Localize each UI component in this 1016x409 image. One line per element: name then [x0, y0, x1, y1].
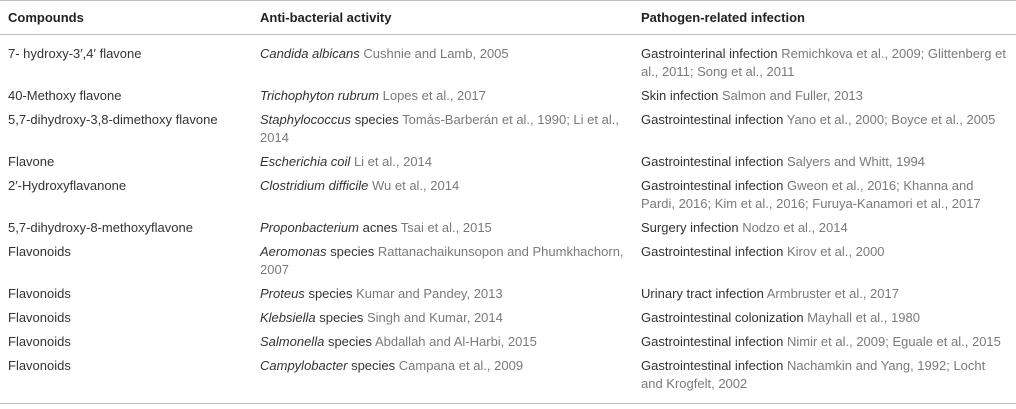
organism-name: Aeromonas: [260, 244, 327, 259]
table-row: [0, 283, 1016, 307]
table-body: [0, 35, 1016, 404]
compound-name: Flavonoids: [8, 334, 71, 349]
compound-name: 40-Methoxy flavone: [8, 88, 122, 103]
organism-suffix: species: [354, 112, 399, 127]
organism-reference: Abdallah and Al-Harbi, 2015: [374, 334, 537, 349]
antibacterial-cell: [252, 283, 633, 307]
infection-reference: Remichkova et al., 2009; Glittenberg et al., 2011; Song et al., 2011: [641, 46, 1006, 79]
antibacterial-cell: [252, 85, 633, 109]
infection-cell: [633, 151, 1016, 175]
table-row: [0, 355, 1016, 404]
infection-name: Gastrointerinal infection: [641, 46, 778, 61]
organism-reference: Wu et al., 2014: [372, 178, 460, 193]
infection-cell: [633, 355, 1016, 404]
organism-reference: Campana et al., 2009: [398, 358, 524, 373]
compound-name: Flavonoids: [8, 358, 71, 373]
antibacterial-cell: [252, 241, 633, 283]
infection-cell: [633, 217, 1016, 241]
compound-name: 2′-Hydroxyflavanone: [8, 178, 127, 193]
header-row: [0, 1, 1016, 35]
table-row: [0, 241, 1016, 283]
header-compounds: Compounds: [0, 1, 252, 35]
compound-cell: [0, 109, 252, 151]
organism-reference: Singh and Kumar, 2014: [366, 310, 503, 325]
compound-cell: [0, 35, 252, 86]
infection-name: Gastrointestinal colonization: [641, 310, 804, 325]
table-row: [0, 175, 1016, 217]
compound-name: Flavonoids: [8, 286, 71, 301]
antibacterial-cell: [252, 217, 633, 241]
antibacterial-cell: [252, 109, 633, 151]
compound-cell: [0, 175, 252, 217]
infection-reference: Salyers and Whitt, 1994: [786, 154, 926, 169]
infection-name: Gastrointestinal infection: [641, 178, 784, 193]
table-header: [0, 1, 1016, 35]
organism-name: Staphylococcus: [260, 112, 352, 127]
infection-reference: Yano et al., 2000; Boyce et al., 2005: [786, 112, 996, 127]
compound-name: Flavone: [8, 154, 55, 169]
infection-cell: [633, 85, 1016, 109]
compound-cell: [0, 85, 252, 109]
infection-cell: [633, 307, 1016, 331]
infection-reference: Nodzo et al., 2014: [742, 220, 848, 235]
organism-name: Trichophyton rubrum: [260, 88, 379, 103]
organism-reference: Tomás-Barberán et al., 1990; Li et al., 2014: [260, 112, 619, 145]
antibacterial-cell: [252, 35, 633, 86]
organism-reference: Kumar and Pandey, 2013: [356, 286, 503, 301]
infection-cell: [633, 175, 1016, 217]
compound-cell: [0, 331, 252, 355]
infection-reference: Kirov et al., 2000: [786, 244, 885, 259]
antibacterial-cell: [252, 175, 633, 217]
infection-name: Gastrointestinal infection: [641, 334, 784, 349]
table-row: [0, 35, 1016, 86]
infection-cell: [633, 35, 1016, 86]
infection-reference: Nimir et al., 2009; Eguale et al., 2015: [786, 334, 1001, 349]
organism-reference: Cushnie and Lamb, 2005: [363, 46, 509, 61]
organism-name: Proponbacterium: [260, 220, 359, 235]
infection-name: Gastrointestinal infection: [641, 112, 784, 127]
infection-name: Gastrointestinal infection: [641, 358, 784, 373]
organism-suffix: species: [319, 310, 364, 325]
organism-suffix: species: [308, 286, 353, 301]
table-row: [0, 85, 1016, 109]
compound-name: 7- hydroxy-3′,4′ flavone: [8, 46, 142, 61]
infection-cell: [633, 331, 1016, 355]
organism-name: Escherichia coil: [260, 154, 351, 169]
table-row: [0, 307, 1016, 331]
table-row: [0, 151, 1016, 175]
compound-name: Flavonoids: [8, 310, 71, 325]
infection-name: Surgery infection: [641, 220, 739, 235]
organism-reference: Li et al., 2014: [353, 154, 433, 169]
compound-cell: [0, 355, 252, 404]
table-row: [0, 331, 1016, 355]
compound-name: 5,7-dihydroxy-3,8-dimethoxy flavone: [8, 112, 218, 127]
organism-reference: Lopes et al., 2017: [382, 88, 486, 103]
infection-cell: [633, 283, 1016, 307]
organism-suffix: species: [327, 334, 373, 349]
organism-name: Klebsiella: [260, 310, 316, 325]
compound-cell: [0, 217, 252, 241]
infection-cell: [633, 241, 1016, 283]
table-row: [0, 217, 1016, 241]
infection-name: Urinary tract infection: [641, 286, 764, 301]
antibacterial-cell: [252, 307, 633, 331]
organism-name: Candida albicans: [260, 46, 360, 61]
infection-name: Gastrointestinal infection: [641, 154, 784, 169]
antibacterial-cell: [252, 151, 633, 175]
organism-reference: Rattanachaikunsopon and Phumkhachorn, 2007: [260, 244, 624, 277]
organism-suffix: species: [330, 244, 375, 259]
compound-cell: [0, 283, 252, 307]
infection-reference: Gweon et al., 2016; Khanna and Pardi, 2016; Kim et al., 2016; Furuya-Kanamori et al., 2017: [641, 178, 981, 211]
header-pathogen-infection: Pathogen-related infection: [633, 1, 1016, 35]
organism-suffix: acnes: [362, 220, 398, 235]
compound-cell: [0, 307, 252, 331]
compound-cell: [0, 151, 252, 175]
organism-name: Campylobacter: [260, 358, 348, 373]
infection-reference: Salmon and Fuller, 2013: [721, 88, 863, 103]
infection-name: Skin infection: [641, 88, 719, 103]
compound-name: Flavonoids: [8, 244, 71, 259]
organism-name: Clostridium difficile: [260, 178, 369, 193]
antibacterial-cell: [252, 331, 633, 355]
organism-suffix: species: [351, 358, 396, 373]
organism-name: Salmonella: [260, 334, 325, 349]
infection-reference: Nachamkin and Yang, 1992; Locht and Krogfelt, 2002: [641, 358, 986, 391]
organism-name: Proteus: [260, 286, 305, 301]
table-row: [0, 109, 1016, 151]
compound-cell: [0, 241, 252, 283]
infection-cell: [633, 109, 1016, 151]
infection-reference: Armbruster et al., 2017: [766, 286, 899, 301]
organism-reference: Tsai et al., 2015: [400, 220, 492, 235]
infection-reference: Mayhall et al., 1980: [807, 310, 920, 325]
compound-name: 5,7-dihydroxy-8-methoxyflavone: [8, 220, 193, 235]
antibacterial-cell: [252, 355, 633, 404]
header-antibacterial-activity: Anti-bacterial activity: [252, 1, 633, 35]
infection-name: Gastrointestinal infection: [641, 244, 784, 259]
